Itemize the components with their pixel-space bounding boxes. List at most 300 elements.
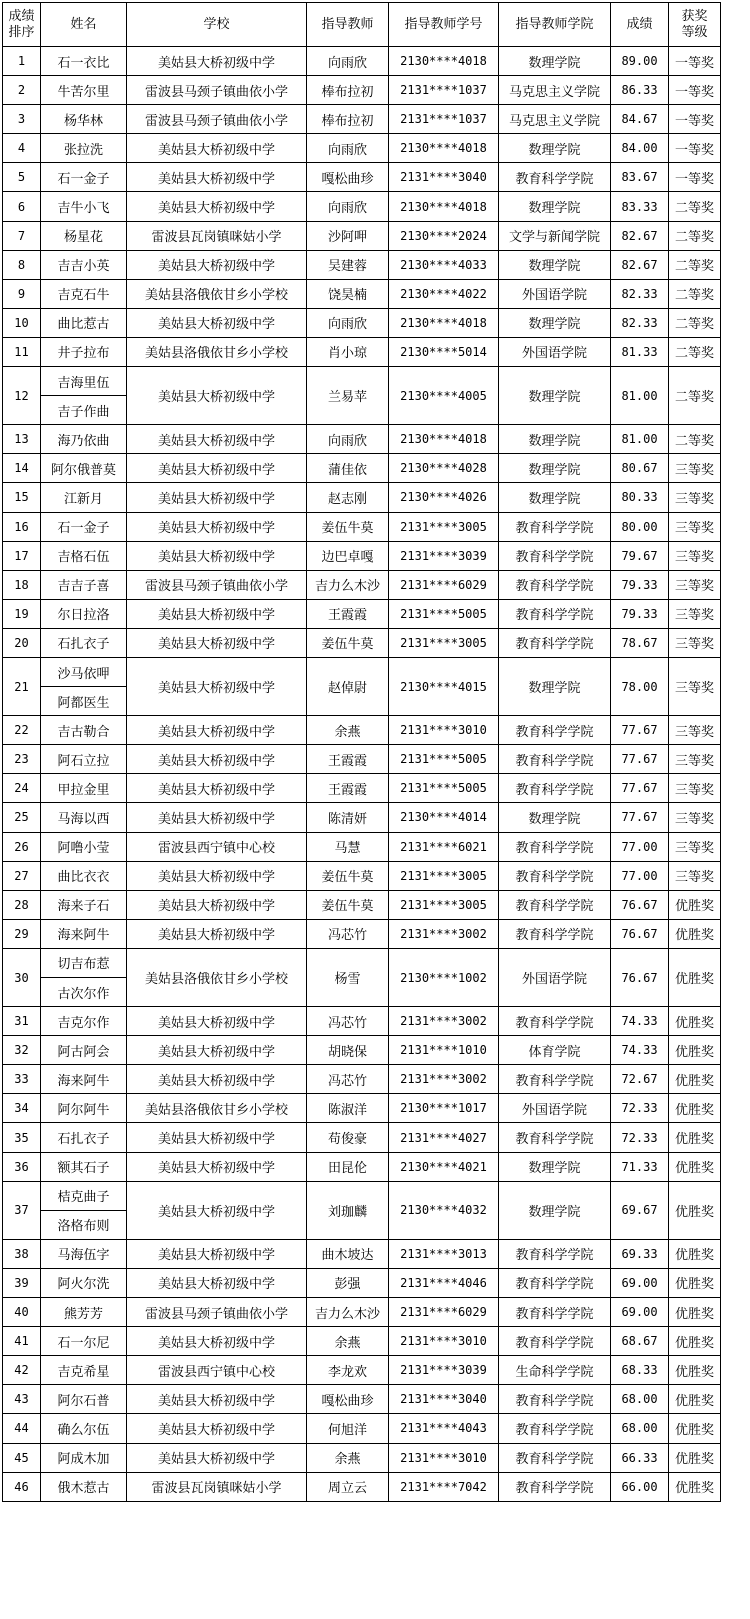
teacher-cell: 赵志刚 [307, 483, 389, 512]
college-cell: 教育科学学院 [499, 745, 611, 774]
table-row [3, 541, 721, 570]
award-cell: 二等奖 [669, 367, 721, 425]
school-cell: 美姑县大桥初级中学 [127, 1181, 307, 1239]
score-cell: 74.33 [611, 1036, 669, 1065]
award-cell: 优胜奖 [669, 1298, 721, 1327]
rank-cell: 29 [3, 919, 41, 948]
teacher-id-cell: 2131****6029 [389, 1298, 499, 1327]
school-cell: 美姑县大桥初级中学 [127, 657, 307, 715]
teacher-cell: 饶昊楠 [307, 279, 389, 308]
table-row [3, 308, 721, 337]
teacher-id-cell: 2130****2024 [389, 221, 499, 250]
score-cell: 77.00 [611, 861, 669, 890]
student-name-cell: 吉古勒合 [41, 716, 127, 745]
rank-cell: 27 [3, 861, 41, 890]
table-row [3, 628, 721, 657]
teacher-id-cell: 2131****5005 [389, 745, 499, 774]
college-cell: 数理学院 [499, 454, 611, 483]
teacher-cell: 冯芯竹 [307, 1007, 389, 1036]
table-row [3, 1094, 721, 1123]
teacher-id-cell: 2131****6021 [389, 832, 499, 861]
rank-cell: 4 [3, 134, 41, 163]
student-name-cell: 桔克曲子 [41, 1181, 127, 1210]
teacher-cell: 胡晓保 [307, 1036, 389, 1065]
header-college: 指导教师学院 [499, 3, 611, 47]
school-cell: 美姑县大桥初级中学 [127, 1152, 307, 1181]
table-row [3, 1036, 721, 1065]
school-cell: 美姑县大桥初级中学 [127, 541, 307, 570]
college-cell: 数理学院 [499, 1152, 611, 1181]
college-cell: 教育科学学院 [499, 512, 611, 541]
teacher-id-cell: 2131****3005 [389, 890, 499, 919]
award-cell: 三等奖 [669, 657, 721, 715]
teacher-cell: 周立云 [307, 1472, 389, 1501]
school-cell: 雷波县西宁镇中心校 [127, 1356, 307, 1385]
school-cell: 美姑县大桥初级中学 [127, 163, 307, 192]
teacher-id-cell: 2131****3010 [389, 716, 499, 745]
score-cell: 72.67 [611, 1065, 669, 1094]
rank-cell: 30 [3, 948, 41, 1006]
college-cell: 外国语学院 [499, 279, 611, 308]
college-cell: 教育科学学院 [499, 599, 611, 628]
student-name-cell: 吉克尔作 [41, 1007, 127, 1036]
award-cell: 优胜奖 [669, 1356, 721, 1385]
score-cell: 77.67 [611, 745, 669, 774]
school-cell: 美姑县大桥初级中学 [127, 367, 307, 425]
award-cell: 优胜奖 [669, 1123, 721, 1152]
college-cell: 教育科学学院 [499, 570, 611, 599]
teacher-cell: 陈淑洋 [307, 1094, 389, 1123]
student-name-cell: 海来阿牛 [41, 1065, 127, 1094]
teacher-id-cell: 2131****3010 [389, 1327, 499, 1356]
rank-cell: 40 [3, 1298, 41, 1327]
student-name-cell: 切吉布惹 [41, 948, 127, 977]
award-cell: 二等奖 [669, 250, 721, 279]
college-cell: 教育科学学院 [499, 1298, 611, 1327]
rank-cell: 16 [3, 512, 41, 541]
student-name-cell: 阿火尔洗 [41, 1268, 127, 1297]
student-name-cell: 熊芳芳 [41, 1298, 127, 1327]
score-cell: 82.33 [611, 279, 669, 308]
score-cell: 81.00 [611, 367, 669, 425]
award-cell: 优胜奖 [669, 948, 721, 1006]
school-cell: 美姑县大桥初级中学 [127, 1414, 307, 1443]
score-cell: 81.00 [611, 425, 669, 454]
table-row [3, 47, 721, 76]
college-cell: 教育科学学院 [499, 163, 611, 192]
score-cell: 69.00 [611, 1298, 669, 1327]
school-cell: 美姑县大桥初级中学 [127, 599, 307, 628]
teacher-id-cell: 2131****4027 [389, 1123, 499, 1152]
award-cell: 优胜奖 [669, 919, 721, 948]
school-cell: 美姑县大桥初级中学 [127, 47, 307, 76]
college-cell: 数理学院 [499, 803, 611, 832]
school-cell: 美姑县大桥初级中学 [127, 1065, 307, 1094]
rank-cell: 5 [3, 163, 41, 192]
teacher-cell: 刘珈麟 [307, 1181, 389, 1239]
student-name-cell: 阿石立拉 [41, 745, 127, 774]
score-cell: 72.33 [611, 1123, 669, 1152]
teacher-id-cell: 2131****3039 [389, 1356, 499, 1385]
teacher-cell: 向雨欣 [307, 425, 389, 454]
table-row [3, 1123, 721, 1152]
score-cell: 77.67 [611, 774, 669, 803]
teacher-id-cell: 2130****4033 [389, 250, 499, 279]
teacher-id-cell: 2130****4018 [389, 47, 499, 76]
rank-cell: 28 [3, 890, 41, 919]
award-cell: 一等奖 [669, 76, 721, 105]
rank-cell: 42 [3, 1356, 41, 1385]
rank-cell: 15 [3, 483, 41, 512]
college-cell: 教育科学学院 [499, 919, 611, 948]
teacher-id-cell: 2130****4018 [389, 192, 499, 221]
table-row [3, 803, 721, 832]
student-name-cell: 甲拉金里 [41, 774, 127, 803]
score-cell: 68.33 [611, 1356, 669, 1385]
student-name-cell: 阿尔石普 [41, 1385, 127, 1414]
score-cell: 69.33 [611, 1239, 669, 1268]
score-cell: 79.67 [611, 541, 669, 570]
college-cell: 外国语学院 [499, 337, 611, 366]
teacher-cell: 王霞霞 [307, 774, 389, 803]
table-row [3, 745, 721, 774]
score-cell: 83.33 [611, 192, 669, 221]
teacher-id-cell: 2130****4005 [389, 367, 499, 425]
score-cell: 80.00 [611, 512, 669, 541]
score-cell: 89.00 [611, 47, 669, 76]
student-name-cell: 吉子作曲 [41, 396, 127, 425]
header-rank: 成绩 排序 [3, 3, 41, 47]
teacher-cell: 田昆伦 [307, 1152, 389, 1181]
teacher-id-cell: 2130****4021 [389, 1152, 499, 1181]
table-row [3, 1385, 721, 1414]
award-cell: 一等奖 [669, 47, 721, 76]
table-row [3, 890, 721, 919]
school-cell: 美姑县大桥初级中学 [127, 716, 307, 745]
student-name-cell: 尔日拉洛 [41, 599, 127, 628]
award-cell: 优胜奖 [669, 1239, 721, 1268]
teacher-cell: 吴建蓉 [307, 250, 389, 279]
teacher-cell: 蒲佳依 [307, 454, 389, 483]
teacher-id-cell: 2131****3002 [389, 1007, 499, 1036]
teacher-cell: 杨雪 [307, 948, 389, 1006]
teacher-cell: 赵倬尉 [307, 657, 389, 715]
score-cell: 66.33 [611, 1443, 669, 1472]
teacher-cell: 苟俊豪 [307, 1123, 389, 1152]
score-cell: 84.67 [611, 105, 669, 134]
college-cell: 数理学院 [499, 367, 611, 425]
school-cell: 美姑县大桥初级中学 [127, 1443, 307, 1472]
award-cell: 一等奖 [669, 134, 721, 163]
award-cell: 优胜奖 [669, 1065, 721, 1094]
score-cell: 84.00 [611, 134, 669, 163]
table-row [3, 425, 721, 454]
teacher-cell: 肖小琼 [307, 337, 389, 366]
table-row [3, 279, 721, 308]
teacher-cell: 冯芯竹 [307, 1065, 389, 1094]
rank-cell: 43 [3, 1385, 41, 1414]
award-cell: 一等奖 [669, 105, 721, 134]
teacher-cell: 棒布拉初 [307, 105, 389, 134]
rank-cell: 45 [3, 1443, 41, 1472]
header-score: 成绩 [611, 3, 669, 47]
rank-cell: 20 [3, 628, 41, 657]
table-row [3, 1443, 721, 1472]
table-row [3, 1065, 721, 1094]
student-name-cell: 吉海里伍 [41, 367, 127, 396]
table-row [3, 1268, 721, 1297]
teacher-cell: 向雨欣 [307, 47, 389, 76]
rank-cell: 41 [3, 1327, 41, 1356]
score-cell: 72.33 [611, 1094, 669, 1123]
student-name-cell: 阿都医生 [41, 687, 127, 716]
student-name-cell: 海乃依曲 [41, 425, 127, 454]
college-cell: 教育科学学院 [499, 890, 611, 919]
teacher-cell: 姜伍牛莫 [307, 628, 389, 657]
teacher-cell: 姜伍牛莫 [307, 861, 389, 890]
college-cell: 体育学院 [499, 1036, 611, 1065]
score-cell: 78.67 [611, 628, 669, 657]
score-cell: 77.67 [611, 803, 669, 832]
college-cell: 教育科学学院 [499, 1414, 611, 1443]
teacher-cell: 陈清妍 [307, 803, 389, 832]
award-cell: 二等奖 [669, 337, 721, 366]
college-cell: 教育科学学院 [499, 1065, 611, 1094]
teacher-cell: 边巴卓嘎 [307, 541, 389, 570]
rank-cell: 7 [3, 221, 41, 250]
school-cell: 美姑县大桥初级中学 [127, 1239, 307, 1268]
student-name-cell: 马海以西 [41, 803, 127, 832]
score-cell: 80.33 [611, 483, 669, 512]
score-cell: 86.33 [611, 76, 669, 105]
school-cell: 雷波县西宁镇中心校 [127, 832, 307, 861]
teacher-cell: 向雨欣 [307, 134, 389, 163]
teacher-cell: 余燕 [307, 1327, 389, 1356]
results-table [2, 2, 721, 1502]
teacher-id-cell: 2130****1002 [389, 948, 499, 1006]
score-cell: 74.33 [611, 1007, 669, 1036]
teacher-id-cell: 2130****4026 [389, 483, 499, 512]
teacher-id-cell: 2131****6029 [389, 570, 499, 599]
student-name-cell: 海来子石 [41, 890, 127, 919]
college-cell: 文学与新闻学院 [499, 221, 611, 250]
table-row [3, 774, 721, 803]
college-cell: 外国语学院 [499, 1094, 611, 1123]
teacher-id-cell: 2131****1010 [389, 1036, 499, 1065]
rank-cell: 11 [3, 337, 41, 366]
table-row [3, 163, 721, 192]
award-cell: 优胜奖 [669, 1472, 721, 1501]
table-row [3, 221, 721, 250]
table-row [3, 570, 721, 599]
award-cell: 二等奖 [669, 425, 721, 454]
teacher-id-cell: 2130****4018 [389, 425, 499, 454]
teacher-id-cell: 2131****7042 [389, 1472, 499, 1501]
teacher-id-cell: 2130****4022 [389, 279, 499, 308]
header-teacher-id: 指导教师学号 [389, 3, 499, 47]
award-cell: 三等奖 [669, 599, 721, 628]
school-cell: 美姑县大桥初级中学 [127, 861, 307, 890]
table-row [3, 454, 721, 483]
award-cell: 优胜奖 [669, 890, 721, 919]
school-cell: 美姑县大桥初级中学 [127, 1036, 307, 1065]
table-row [3, 948, 721, 977]
award-cell: 二等奖 [669, 192, 721, 221]
teacher-id-cell: 2131****4046 [389, 1268, 499, 1297]
score-cell: 69.67 [611, 1181, 669, 1239]
score-cell: 82.33 [611, 308, 669, 337]
award-cell: 三等奖 [669, 745, 721, 774]
award-cell: 三等奖 [669, 541, 721, 570]
student-name-cell: 石一衣比 [41, 47, 127, 76]
table-row [3, 1298, 721, 1327]
score-cell: 69.00 [611, 1268, 669, 1297]
teacher-cell: 余燕 [307, 1443, 389, 1472]
school-cell: 美姑县大桥初级中学 [127, 192, 307, 221]
table-row [3, 716, 721, 745]
rank-cell: 1 [3, 47, 41, 76]
college-cell: 教育科学学院 [499, 832, 611, 861]
teacher-cell: 曲木坡达 [307, 1239, 389, 1268]
teacher-id-cell: 2130****4018 [389, 308, 499, 337]
school-cell: 雷波县马颈子镇曲依小学 [127, 76, 307, 105]
student-name-cell: 马海伍字 [41, 1239, 127, 1268]
rank-cell: 24 [3, 774, 41, 803]
school-cell: 美姑县洛俄依甘乡小学校 [127, 279, 307, 308]
college-cell: 数理学院 [499, 657, 611, 715]
student-name-cell: 江新月 [41, 483, 127, 512]
table-row [3, 1181, 721, 1210]
teacher-id-cell: 2130****1017 [389, 1094, 499, 1123]
school-cell: 美姑县大桥初级中学 [127, 250, 307, 279]
school-cell: 美姑县洛俄依甘乡小学校 [127, 337, 307, 366]
student-name-cell: 石扎衣子 [41, 1123, 127, 1152]
student-name-cell: 阿尔阿牛 [41, 1094, 127, 1123]
rank-cell: 9 [3, 279, 41, 308]
teacher-id-cell: 2131****1037 [389, 76, 499, 105]
school-cell: 美姑县大桥初级中学 [127, 134, 307, 163]
rank-cell: 2 [3, 76, 41, 105]
teacher-cell: 冯芯竹 [307, 919, 389, 948]
rank-cell: 19 [3, 599, 41, 628]
teacher-cell: 向雨欣 [307, 308, 389, 337]
table-row [3, 861, 721, 890]
rank-cell: 38 [3, 1239, 41, 1268]
teacher-id-cell: 2130****4032 [389, 1181, 499, 1239]
rank-cell: 46 [3, 1472, 41, 1501]
award-cell: 二等奖 [669, 308, 721, 337]
table-row [3, 1472, 721, 1501]
award-cell: 三等奖 [669, 628, 721, 657]
table-row [3, 1414, 721, 1443]
student-name-cell: 俄木惹古 [41, 1472, 127, 1501]
table-row [3, 1356, 721, 1385]
teacher-id-cell: 2131****3005 [389, 512, 499, 541]
rank-cell: 34 [3, 1094, 41, 1123]
teacher-id-cell: 2131****3040 [389, 163, 499, 192]
award-cell: 优胜奖 [669, 1385, 721, 1414]
student-name-cell: 洛格布则 [41, 1210, 127, 1239]
college-cell: 教育科学学院 [499, 541, 611, 570]
teacher-id-cell: 2131****3002 [389, 919, 499, 948]
teacher-id-cell: 2131****3005 [389, 628, 499, 657]
school-cell: 雷波县瓦岗镇咪姑小学 [127, 221, 307, 250]
teacher-cell: 嘎松曲珍 [307, 1385, 389, 1414]
award-cell: 优胜奖 [669, 1094, 721, 1123]
school-cell: 美姑县大桥初级中学 [127, 1123, 307, 1152]
award-cell: 优胜奖 [669, 1181, 721, 1239]
table-row [3, 919, 721, 948]
school-cell: 美姑县洛俄依甘乡小学校 [127, 1094, 307, 1123]
score-cell: 68.00 [611, 1414, 669, 1443]
college-cell: 数理学院 [499, 1181, 611, 1239]
table-row [3, 134, 721, 163]
college-cell: 数理学院 [499, 250, 611, 279]
table-row [3, 367, 721, 396]
student-name-cell: 额其石子 [41, 1152, 127, 1181]
school-cell: 雷波县马颈子镇曲依小学 [127, 1298, 307, 1327]
student-name-cell: 井子拉布 [41, 337, 127, 366]
score-cell: 76.67 [611, 948, 669, 1006]
rank-cell: 22 [3, 716, 41, 745]
score-cell: 80.67 [611, 454, 669, 483]
rank-cell: 31 [3, 1007, 41, 1036]
rank-cell: 8 [3, 250, 41, 279]
school-cell: 美姑县大桥初级中学 [127, 745, 307, 774]
college-cell: 教育科学学院 [499, 1327, 611, 1356]
college-cell: 教育科学学院 [499, 861, 611, 890]
student-name-cell: 阿成木加 [41, 1443, 127, 1472]
school-cell: 美姑县大桥初级中学 [127, 803, 307, 832]
student-name-cell: 阿噜小莹 [41, 832, 127, 861]
school-cell: 美姑县大桥初级中学 [127, 919, 307, 948]
award-cell: 三等奖 [669, 803, 721, 832]
rank-cell: 37 [3, 1181, 41, 1239]
school-cell: 美姑县大桥初级中学 [127, 628, 307, 657]
college-cell: 马克思主义学院 [499, 76, 611, 105]
teacher-id-cell: 2131****3010 [389, 1443, 499, 1472]
teacher-id-cell: 2130****4014 [389, 803, 499, 832]
award-cell: 三等奖 [669, 716, 721, 745]
school-cell: 美姑县大桥初级中学 [127, 483, 307, 512]
header-name: 姓名 [41, 3, 127, 47]
student-name-cell: 石一金子 [41, 163, 127, 192]
award-cell: 二等奖 [669, 221, 721, 250]
school-cell: 雷波县马颈子镇曲依小学 [127, 105, 307, 134]
teacher-id-cell: 2131****3002 [389, 1065, 499, 1094]
college-cell: 数理学院 [499, 483, 611, 512]
school-cell: 美姑县大桥初级中学 [127, 425, 307, 454]
teacher-cell: 姜伍牛莫 [307, 890, 389, 919]
teacher-cell: 吉力么木沙 [307, 570, 389, 599]
table-row [3, 1007, 721, 1036]
award-cell: 二等奖 [669, 279, 721, 308]
rank-cell: 35 [3, 1123, 41, 1152]
college-cell: 教育科学学院 [499, 774, 611, 803]
table-row [3, 832, 721, 861]
award-cell: 三等奖 [669, 483, 721, 512]
score-cell: 68.67 [611, 1327, 669, 1356]
teacher-cell: 马慧 [307, 832, 389, 861]
college-cell: 数理学院 [499, 134, 611, 163]
college-cell: 教育科学学院 [499, 1268, 611, 1297]
student-name-cell: 吉吉子喜 [41, 570, 127, 599]
student-name-cell: 吉克石牛 [41, 279, 127, 308]
student-name-cell: 牛苦尔里 [41, 76, 127, 105]
header-teacher: 指导教师 [307, 3, 389, 47]
college-cell: 教育科学学院 [499, 1007, 611, 1036]
teacher-cell: 棒布拉初 [307, 76, 389, 105]
